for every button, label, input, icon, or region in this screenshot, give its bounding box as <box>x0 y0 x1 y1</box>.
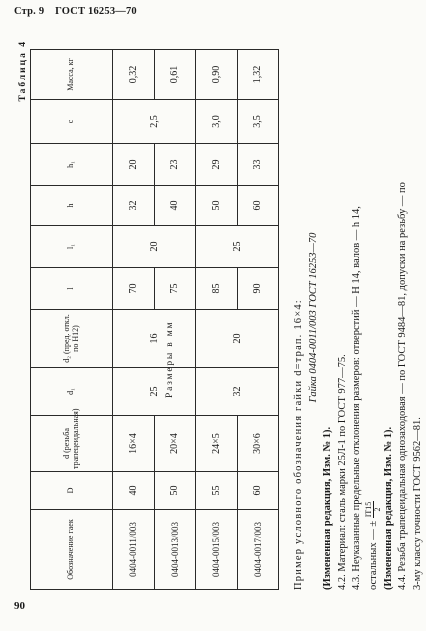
cell-h1: 23 <box>154 144 196 186</box>
clause-4-3: 4.3. Неуказанные предельные отклонения размеров: отверстий — H 14, валов — h 14, <box>351 206 362 590</box>
cell-l: 70 <box>113 268 155 310</box>
col-designation: Обозначение гаек <box>31 510 113 590</box>
cell-d1: 32 <box>196 368 279 416</box>
example-designation: Гайка 0404-0011/003 ГОСТ 16253—70 <box>307 232 319 403</box>
fraction-denominator: 2 <box>372 507 382 512</box>
table-row <box>113 50 155 590</box>
col-d1: d₁ <box>31 368 113 416</box>
cell-c: 3,5 <box>237 100 279 144</box>
cell-h1: 29 <box>196 144 238 186</box>
standard-code: ГОСТ 16253—70 <box>55 6 137 17</box>
cell-l: 90 <box>237 268 279 310</box>
col-l1: l₁ <box>31 226 113 268</box>
cell-mass: 0,90 <box>196 50 238 100</box>
cell-d1: 25 <box>113 368 196 416</box>
tolerance-fraction <box>365 501 382 519</box>
rotated-content <box>12 38 423 598</box>
table-row <box>196 50 238 590</box>
body-text <box>292 45 425 590</box>
clause-4-4: 4.4. Резьба трапецеидальная однозаходовая — по ГОСТ 9484—81, допуски на резьбу — по <box>397 182 408 590</box>
col-mass: Масса, кг <box>31 50 113 100</box>
cell-mass: 0,61 <box>154 50 196 100</box>
cell-h: 32 <box>113 186 155 226</box>
clause-4-4-cont: 3-му классу точности ГОСТ 9562—81. <box>411 417 423 590</box>
col-c: c <box>31 100 113 144</box>
clause-4-2: 4.2. Материал: сталь марки 25Л-1 по ГОСТ 977—75. <box>336 354 348 590</box>
col-d: d (резьба трапецеидальная) <box>31 416 113 472</box>
cell-c: 3,0 <box>196 100 238 144</box>
table-header-row <box>31 50 113 590</box>
cell-D: 50 <box>154 472 196 510</box>
cell-h: 40 <box>154 186 196 226</box>
cell-h1: 20 <box>113 144 155 186</box>
page-label: Стр. 9 <box>14 6 45 17</box>
cell-h1: 33 <box>237 144 279 186</box>
cell-D: 60 <box>237 472 279 510</box>
page-number: 90 <box>14 600 25 612</box>
col-h1: h₁ <box>31 144 113 186</box>
cell-d: 30×6 <box>237 416 279 472</box>
dimensions-table <box>30 49 279 590</box>
cell-l: 75 <box>154 268 196 310</box>
page-header <box>14 6 145 17</box>
amendment-note: (Измененная редакция, Изм. № 1). <box>382 426 394 590</box>
cell-designation: 0404-0015/003 <box>196 510 238 590</box>
cell-mass: 1,32 <box>237 50 279 100</box>
cell-h: 50 <box>196 186 238 226</box>
cell-c: 2,5 <box>113 100 196 144</box>
cell-d: 20×4 <box>154 416 196 472</box>
sizes-caption: Размеры в мм <box>165 320 175 398</box>
cell-d2: 16 <box>113 310 196 368</box>
cell-designation: 0404-0011/003 <box>113 510 155 590</box>
fraction-numerator: IT15 <box>363 501 373 518</box>
cell-designation: 0404-0017/003 <box>237 510 279 590</box>
cell-mass: 0,32 <box>113 50 155 100</box>
cell-D: 55 <box>196 472 238 510</box>
cell-d: 16×4 <box>113 416 155 472</box>
cell-l: 85 <box>196 268 238 310</box>
clause-4-3-prefix: остальных — ± <box>367 520 379 590</box>
col-l: l <box>31 268 113 310</box>
col-h: h <box>31 186 113 226</box>
amendment-note: (Измененная редакция, Изм. № 1). <box>322 426 333 590</box>
col-D: D <box>31 472 113 510</box>
cell-D: 40 <box>113 472 155 510</box>
cell-h: 60 <box>237 186 279 226</box>
cell-d: 24×5 <box>196 416 238 472</box>
cell-designation: 0404-0013/003 <box>154 510 196 590</box>
table-caption: Таблица 4 <box>18 40 28 102</box>
cell-l1: 20 <box>113 226 196 268</box>
clause-4-3-cont <box>365 45 382 590</box>
cell-l1: 25 <box>196 226 279 268</box>
cell-d2: 20 <box>196 310 279 368</box>
col-d2: d₂ (пред. откл. по H12) <box>31 310 113 368</box>
example-line: Пример условного обозначения гайки d=трап. 16×4: <box>293 299 304 590</box>
